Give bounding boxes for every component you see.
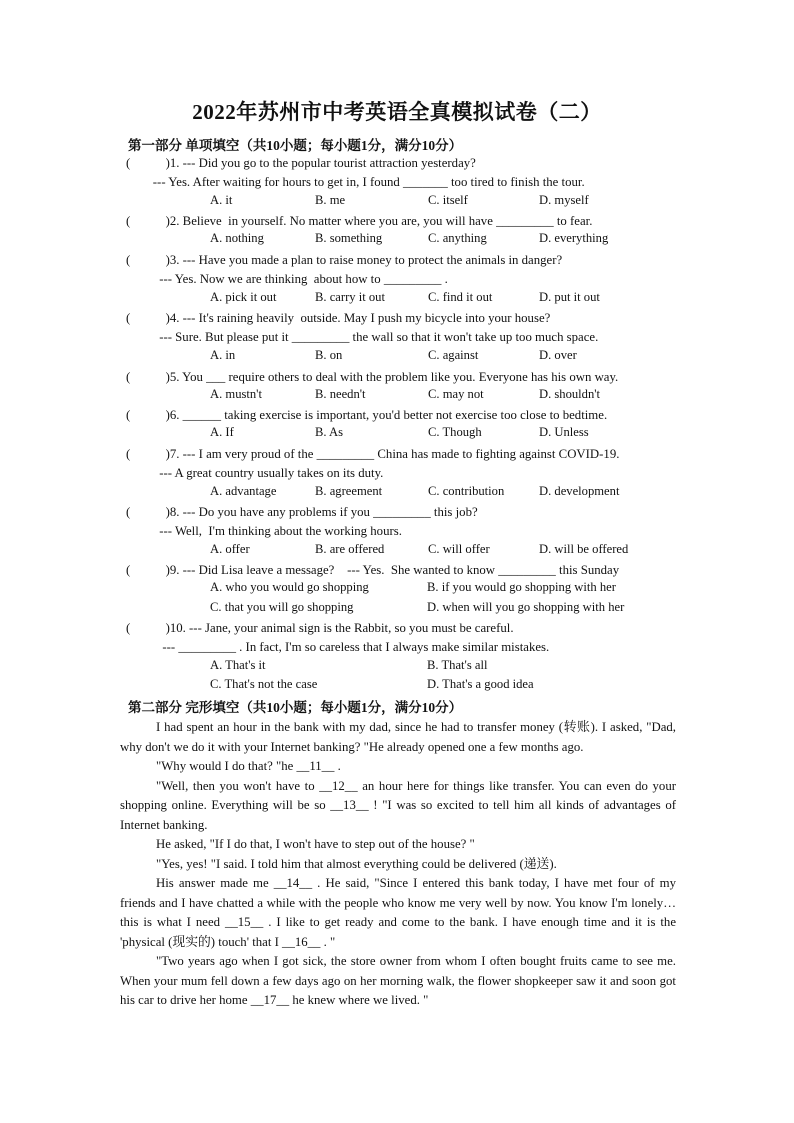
answer-paren[interactable]: (	[126, 156, 131, 170]
option-c[interactable]: C. will offer	[428, 541, 490, 556]
question-stem: )8. --- Do you have any problems if you _________ this job?	[140, 505, 478, 519]
cloze-paragraph: "Why would I do that? "he __11__ .	[156, 759, 341, 773]
question-dialogue-line: --- Yes. Now we are thinking about how to _________ .	[140, 272, 448, 287]
option-d[interactable]: D. everything	[539, 231, 609, 246]
option-c[interactable]: C. against	[428, 347, 479, 362]
question-dialogue-line: --- Yes. After waiting for hours to get in, I found _______ too tired to finish the tour.	[140, 175, 585, 190]
option-c[interactable]: C. contribution	[428, 483, 505, 498]
option-d[interactable]: D. over	[539, 347, 577, 362]
cloze-paragraph: "Well, then you won't have to __12__ an hour here for things like transfer. You can even do your shopping online. Everything will be so __13__ ! "I was so excited to tell him all kinds of advantages of Internet banking.	[120, 778, 676, 832]
answer-paren[interactable]: (	[126, 370, 131, 384]
cloze-paragraph: I had spent an hour in the bank with my dad, since he had to transfer money (转账). I asked, "Dad, why don't we do it with your Internet banking? "He already opened one a few months ago.	[120, 720, 676, 754]
question-dialogue-line: --- _________ . In fact, I'm so careless that I always make similar mistakes.	[140, 640, 550, 655]
question-stem: )10. --- Jane, your animal sign is the Rabbit, so you must be careful.	[140, 621, 514, 635]
option-c[interactable]: C. That's not the case	[210, 676, 318, 691]
answer-paren[interactable]: (	[126, 253, 131, 267]
question-stem: )2. Believe in yourself. No matter where you are, you will have _________ to fear.	[140, 214, 593, 228]
option-b[interactable]: B. agreement	[315, 483, 383, 498]
option-c[interactable]: C. anything	[428, 231, 487, 246]
option-b[interactable]: B. carry it out	[315, 289, 385, 304]
answer-paren[interactable]: (	[126, 408, 131, 422]
cloze-paragraph: "Yes, yes! "I said. I told him that almost everything could be delivered (递送).	[156, 856, 557, 871]
option-a[interactable]: A. mustn't	[210, 387, 262, 402]
option-c[interactable]: C. Though	[428, 425, 482, 440]
option-b[interactable]: B. something	[315, 231, 383, 246]
option-d[interactable]: D. myself	[539, 192, 589, 207]
question-dialogue-line: --- A great country usually takes on its duty.	[140, 466, 384, 481]
cloze-paragraph: "Two years ago when I got sick, the store owner from whom I often bought fruits came to see me. When your mum fell down a few days ago on her morning walk, the flower shopkeeper saw it and soon got his car to drive her home __17__ he knew where we lived. "	[120, 954, 676, 1007]
question-stem: )6. ______ taking exercise is important, you'd better not exercise too close to bedtime.	[140, 408, 608, 422]
option-a[interactable]: A. nothing	[210, 231, 264, 246]
option-b[interactable]: B. on	[315, 347, 343, 362]
question-stem: )3. --- Have you made a plan to raise money to protect the animals in danger?	[140, 253, 563, 267]
question-stem: )7. --- I am very proud of the _________ China has made to fighting against COVID-19.	[140, 447, 620, 461]
question-stem: )1. --- Did you go to the popular tourist attraction yesterday?	[140, 156, 476, 170]
option-a[interactable]: A. who you would go shopping	[210, 580, 369, 595]
cloze-paragraph: His answer made me __14__ . He said, "Since I entered this bank today, I have met four of my friends and I have chatted a while with the people who know me very well by now. You know I'm lonely… this is what I need __15__ . I like to get ready and come to the bank. I have enough time and it is the 'physical (现实的) touch' that I __16__ . "	[120, 876, 676, 949]
answer-paren[interactable]: (	[126, 563, 131, 577]
page-title: 2022年苏州市中考英语全真模拟试卷（二）	[192, 100, 602, 124]
part1-heading: 第一部分 单项填空（共10小题；每小题1分，满分10分）	[128, 138, 463, 153]
option-b[interactable]: B. if you would go shopping with her	[427, 580, 616, 595]
option-d[interactable]: D. will be offered	[539, 541, 629, 556]
cloze-paragraph: He asked, "If I do that, I won't have to step out of the house? "	[156, 837, 475, 851]
answer-paren[interactable]: (	[126, 621, 131, 635]
cloze-passage	[120, 718, 676, 1011]
question-stem: )4. --- It's raining heavily outside. May I push my bicycle into your house?	[140, 311, 551, 325]
question-dialogue-line: --- Well, I'm thinking about the working hours.	[140, 524, 402, 539]
question-stem: )5. You ___ require others to deal with the problem like you. Everyone has his own way.	[140, 370, 619, 384]
option-a[interactable]: A. pick it out	[210, 289, 277, 304]
option-c[interactable]: C. that you will go shopping	[210, 599, 354, 614]
question-dialogue-line: --- Sure. But please put it _________ the wall so that it won't take up too much space.	[140, 330, 599, 345]
option-b[interactable]: B. me	[315, 192, 346, 207]
option-c[interactable]: C. itself	[428, 192, 468, 207]
answer-paren[interactable]: (	[126, 505, 131, 519]
option-a[interactable]: A. offer	[210, 541, 250, 556]
question-stem: )9. --- Did Lisa leave a message? --- Yes. She wanted to know _________ this Sunday	[140, 563, 620, 577]
answer-paren[interactable]: (	[126, 214, 131, 228]
option-b[interactable]: B. needn't	[315, 387, 366, 402]
option-d[interactable]: D. Unless	[539, 425, 589, 440]
part2-heading: 第二部分 完形填空（共10小题；每小题1分，满分10分）	[128, 700, 463, 715]
option-c[interactable]: C. find it out	[428, 289, 493, 304]
option-d[interactable]: D. That's a good idea	[427, 676, 534, 691]
option-d[interactable]: D. shouldn't	[539, 387, 601, 402]
option-a[interactable]: A. in	[210, 347, 236, 362]
answer-paren[interactable]: (	[126, 311, 131, 325]
answer-paren[interactable]: (	[126, 447, 131, 461]
option-b[interactable]: B. As	[315, 425, 343, 440]
option-a[interactable]: A. That's it	[210, 657, 266, 672]
option-a[interactable]: A. advantage	[210, 483, 277, 498]
option-d[interactable]: D. put it out	[539, 289, 600, 304]
option-d[interactable]: D. development	[539, 483, 620, 498]
option-b[interactable]: B. That's all	[427, 657, 488, 672]
option-a[interactable]: A. it	[210, 192, 233, 207]
option-a[interactable]: A. If	[210, 425, 234, 440]
option-d[interactable]: D. when will you go shopping with her	[427, 599, 625, 614]
option-c[interactable]: C. may not	[428, 387, 484, 402]
option-b[interactable]: B. are offered	[315, 541, 385, 556]
